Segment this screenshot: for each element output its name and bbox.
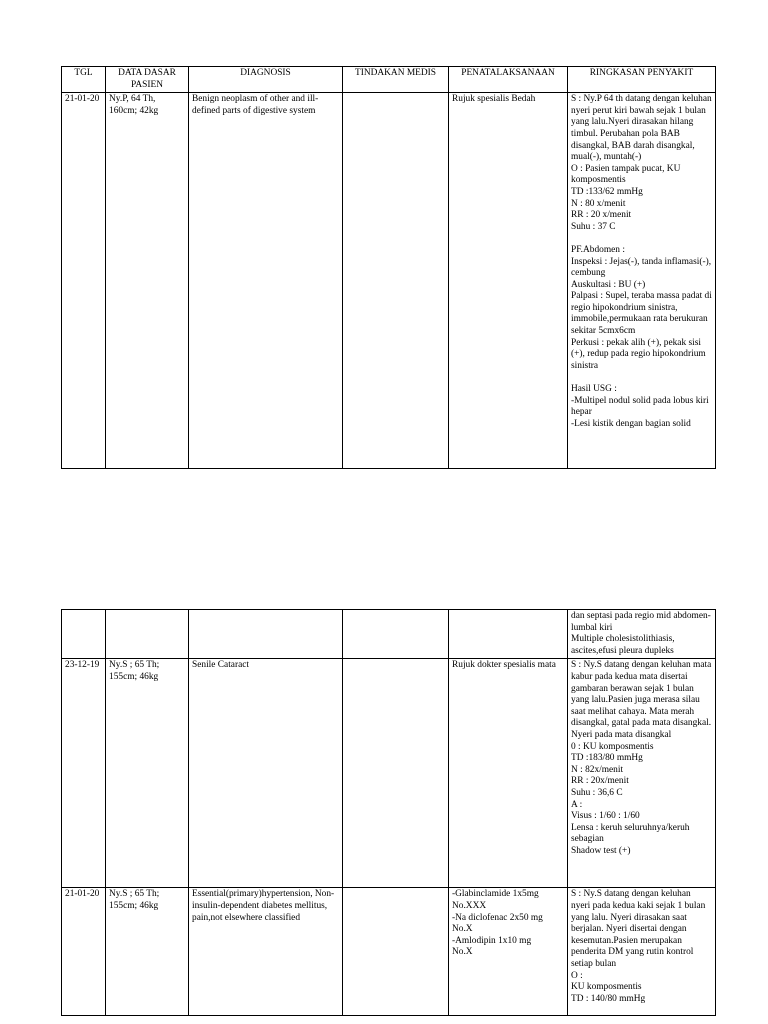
cell-ringkasan [568, 610, 716, 659]
cell-penatalaksanaan [449, 659, 568, 888]
ringkasan-text: S : Ny.S datang dengan keluhan mata kabur pada kedua mata disertai gambaran berawan sejak 1 bulan yang lalu.Pasien juga merasa silau saat melihat cahaya. Mata merah disangkal, gatal pada mata disangkal. Nyeri pada mata disangkal 0 : KU komposmentis TD :183/80 mmHg N : 82x/menit RR : 20x/menit Suhu : 36,6 C A : Visus : 1/60 : 1/60 Lensa : keruh seluruhnya/keruh sebagian Shadow test (+) [571, 660, 712, 856]
cell-diagnosis [189, 610, 343, 659]
header-penatalaksanaan: PENATALAKSANAAN [449, 67, 568, 93]
cell-diagnosis [189, 659, 343, 888]
cell-tindakan [343, 610, 449, 659]
table-row [62, 610, 716, 659]
data-dasar-text: Ny.S ; 65 Th; 155cm; 46kg [109, 889, 160, 911]
header-tindakan-medis: TINDAKAN MEDIS [343, 67, 449, 93]
diagnosis-text: Benign neoplasm of other and ill-defined parts of digestive system [192, 94, 319, 116]
cell-tgl [62, 888, 106, 1016]
tgl-text: 21-01-20 [65, 889, 100, 900]
penatalaksanaan-text: Rujuk spesialis Bedah [452, 94, 536, 105]
cell-penatalaksanaan [449, 888, 568, 1016]
cell-tindakan [343, 93, 449, 469]
cell-tindakan [343, 888, 449, 1016]
table-row [62, 93, 716, 469]
cell-penatalaksanaan [449, 610, 568, 659]
header-row [62, 67, 716, 93]
cell-ringkasan [568, 659, 716, 888]
cell-tgl [62, 93, 106, 469]
ringkasan-text: dan septasi pada regio mid abdomen-lumbal kiri Multiple cholesistolithiasis, ascites,efusi pleura dupleks [571, 611, 711, 656]
penatalaksanaan-text: Rujuk dokter spesialis mata [452, 660, 556, 671]
header-data-dasar-pasien: DATA DASAR PASIEN [106, 67, 189, 93]
header-tgl: TGL [62, 67, 106, 93]
data-dasar-text: Ny.S ; 65 Th; 155cm; 46kg [109, 660, 160, 682]
ringkasan-text: S : Ny.P 64 th datang dengan keluhan nyeri perut kiri bawah sejak 1 bulan yang lalu.Nyeri dirasakan hilang timbul. Perubahan pola BAB disangkal, BAB darah disangkal, mual(-), muntah(-) O : Pasien tampak pucat, KU komposmentis TD :133/62 mmHg N : 80 x/menit RR : 20 x/menit Suhu : 37 C PF.Abdomen : Inspeksi : Jejas(-), tanda inflamasi(-), cembung Auskultasi : BU (+) Palpasi : Supel, teraba massa padat di regio hipokondrium sinistra, immobile,permukaan rata berukuran sekitar 5cmx6cm Perkusi : pekak alih (+), pekak sisi (+), redup pada regio hipokondrium sinistra Hasil USG : -Multipel nodul solid pada lobus kiri hepar -Lesi kistik dengan bagian solid [571, 94, 712, 429]
cell-data-dasar [106, 659, 189, 888]
cell-tgl [62, 659, 106, 888]
medical-record-table-2 [61, 609, 716, 1016]
cell-data-dasar [106, 888, 189, 1016]
diagnosis-text: Essential(primary)hypertension, Non-insulin-dependent diabetes mellitus, pain,not elsewhere classified [192, 889, 335, 923]
cell-tindakan [343, 659, 449, 888]
diagnosis-text: Senile Cataract [192, 660, 250, 671]
tgl-text: 21-01-20 [65, 94, 100, 105]
tgl-text: 23-12-19 [65, 660, 100, 671]
medical-record-table-1 [61, 66, 716, 469]
cell-data-dasar [106, 610, 189, 659]
header-ringkasan-penyakit: RINGKASAN PENYAKIT [568, 67, 716, 93]
cell-diagnosis [189, 888, 343, 1016]
penatalaksanaan-text: -Glabinclamide 1x5mg No.XXX -Na diclofenac 2x50 mg No.X -Amlodipin 1x10 mg No.X [452, 889, 543, 958]
header-diagnosis: DIAGNOSIS [189, 67, 343, 93]
data-dasar-text: Ny.P, 64 Th, 160cm; 42kg [109, 94, 159, 116]
table-row [62, 888, 716, 1016]
cell-data-dasar [106, 93, 189, 469]
ringkasan-text: S : Ny.S datang dengan keluhan nyeri pada kedua kaki sejak 1 bulan yang lalu. Nyeri dirasakan saat berjalan. Nyeri disertai dengan kesemutan.Pasien merupakan penderita DM yang rutin kontrol setiap bulan O : KU komposmentis TD : 140/80 mmHg [571, 889, 706, 1004]
cell-ringkasan [568, 888, 716, 1016]
cell-penatalaksanaan [449, 93, 568, 469]
cell-diagnosis [189, 93, 343, 469]
cell-ringkasan [568, 93, 716, 469]
cell-tgl [62, 610, 106, 659]
table-row [62, 659, 716, 888]
